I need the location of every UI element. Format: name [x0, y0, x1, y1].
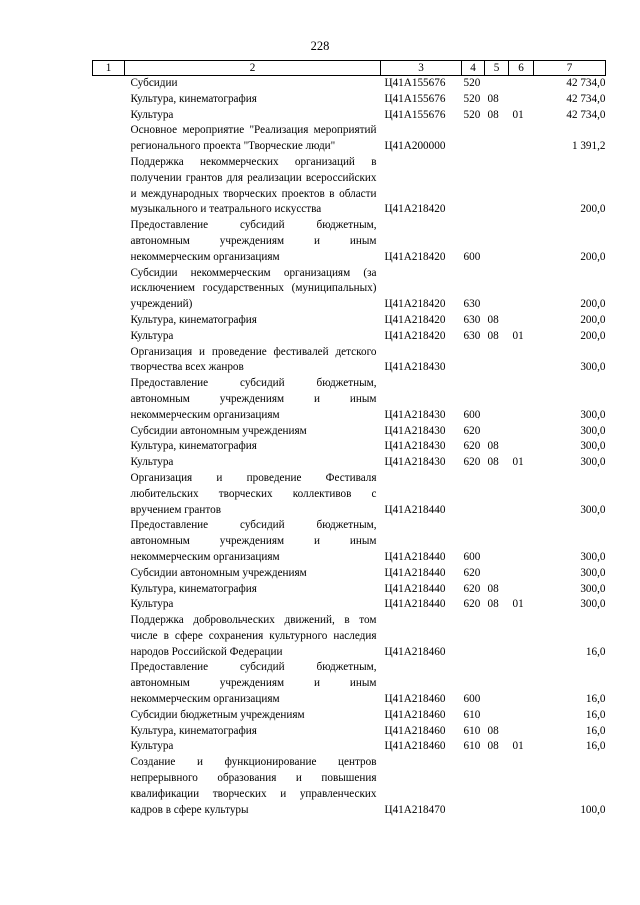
table-row: [93, 266, 606, 313]
row-code-cell: Ц41А218420: [384, 298, 446, 311]
row-name-cell: Культура: [130, 108, 174, 121]
table-row: [93, 376, 606, 423]
table-row: [93, 123, 606, 155]
row-code-cell: Ц41А218460: [384, 693, 446, 706]
table-body: [93, 76, 606, 819]
row-name-cell: Культура, кинематография: [130, 582, 257, 595]
table-row: [93, 582, 606, 598]
row-r-cell: 620: [463, 456, 481, 469]
row-sum-cell: 16,0: [585, 645, 606, 658]
row-name-cell: Организация и проведение Фестиваля любительских творческих коллективов с вручением грантов: [130, 471, 377, 516]
row-pr-cell: [485, 424, 509, 440]
row-sum-cell: 300,0: [580, 361, 606, 374]
row-r-cell: 600: [463, 550, 481, 563]
row-sum-cell: 300,0: [580, 582, 606, 595]
table-row: [93, 313, 606, 329]
row-r-cell: 600: [463, 408, 481, 421]
row-num-cell: [93, 582, 125, 598]
table-row: [93, 218, 606, 265]
row-pr-cell: 08: [487, 740, 499, 753]
row-sum-cell: 100,0: [580, 803, 606, 816]
row-pr-cell: [485, 613, 509, 660]
row-name-cell: Предоставление субсидий бюджетным, автономным учреждениям и иным некоммерческим организациям: [130, 661, 377, 706]
row-sum-cell: 42 734,0: [566, 92, 606, 105]
row-pr-cell: [485, 708, 509, 724]
table-row: [93, 92, 606, 108]
row-sum-cell: 16,0: [585, 693, 606, 706]
page-number: 228: [310, 39, 330, 53]
row-vr-cell: [509, 439, 534, 455]
row-sum-cell: 300,0: [580, 424, 606, 437]
table-row: [93, 439, 606, 455]
row-name-cell: Субсидии бюджетным учреждениям: [130, 708, 305, 721]
row-code-cell: Ц41А218440: [384, 598, 446, 611]
table-row: [93, 108, 606, 124]
header-col-6: 6: [509, 61, 534, 76]
row-sum-cell: 200,0: [580, 329, 606, 342]
table-row: [93, 424, 606, 440]
row-num-cell: [93, 76, 125, 92]
row-sum-cell: 300,0: [580, 566, 606, 579]
row-num-cell: [93, 518, 125, 565]
row-vr-cell: [509, 76, 534, 92]
row-r-cell: [462, 345, 485, 377]
row-vr-cell: [509, 123, 534, 155]
row-vr-cell: [509, 582, 534, 598]
table-row: [93, 660, 606, 707]
row-num-cell: [93, 376, 125, 423]
row-code-cell: Ц41А218440: [384, 566, 446, 579]
row-pr-cell: [485, 376, 509, 423]
row-sum-cell: 200,0: [580, 298, 606, 311]
row-r-cell: 630: [463, 313, 481, 326]
row-pr-cell: [485, 345, 509, 377]
row-name-cell: Субсидии: [130, 77, 178, 89]
row-vr-cell: [509, 708, 534, 724]
row-name-cell: Культура: [130, 598, 174, 611]
row-vr-cell: [509, 660, 534, 707]
row-name-cell: Культура, кинематография: [130, 313, 257, 326]
row-vr-cell: [509, 424, 534, 440]
row-num-cell: [93, 471, 125, 518]
row-num-cell: [93, 92, 125, 108]
table-row: [93, 708, 606, 724]
row-pr-cell: 08: [487, 456, 499, 469]
row-pr-cell: 08: [487, 724, 499, 737]
row-r-cell: [462, 123, 485, 155]
row-pr-cell: 08: [487, 92, 499, 105]
row-num-cell: [93, 755, 125, 818]
row-num-cell: [93, 613, 125, 660]
row-code-cell: Ц41А200000: [384, 140, 446, 153]
row-num-cell: [93, 724, 125, 740]
row-pr-cell: [485, 471, 509, 518]
row-code-cell: Ц41А218460: [384, 708, 446, 721]
row-pr-cell: 08: [487, 108, 499, 121]
row-code-cell: Ц41А218420: [384, 329, 446, 342]
row-code-cell: Ц41А218440: [384, 582, 446, 595]
table-row: [93, 597, 606, 613]
row-code-cell: Ц41А218420: [384, 250, 446, 263]
row-sum-cell: 16,0: [585, 724, 606, 737]
row-vr-cell: [509, 313, 534, 329]
row-vr-cell: [509, 218, 534, 265]
row-num-cell: [93, 739, 125, 755]
table-row: [93, 471, 606, 518]
row-vr-cell: [509, 566, 534, 582]
row-num-cell: [93, 566, 125, 582]
row-vr-cell: [509, 518, 534, 565]
header-row: [93, 61, 606, 76]
table-row: [93, 566, 606, 582]
row-pr-cell: 08: [487, 582, 499, 595]
row-pr-cell: 08: [487, 329, 499, 342]
table-row: [93, 739, 606, 755]
table-row: [93, 76, 606, 92]
row-name-cell: Культура: [130, 456, 174, 469]
row-code-cell: Ц41А155676: [384, 92, 446, 105]
row-name-cell: Культура, кинематография: [130, 92, 257, 105]
row-vr-cell: [509, 345, 534, 377]
row-r-cell: [462, 155, 485, 218]
row-num-cell: [93, 708, 125, 724]
header-col-7: 7: [534, 61, 606, 76]
row-pr-cell: [485, 518, 509, 565]
row-r-cell: 620: [463, 440, 481, 453]
row-r-cell: 610: [463, 740, 481, 753]
row-name-cell: Поддержка некоммерческих организаций в получении грантов для реализации всероссийских и международных творческих проектов в области музыкального и театрального искусства: [130, 155, 377, 216]
row-vr-cell: 01: [512, 740, 524, 753]
row-code-cell: Ц41А218430: [384, 456, 446, 469]
table-row: [93, 345, 606, 377]
row-pr-cell: 08: [487, 313, 499, 326]
table-row: [93, 455, 606, 471]
row-sum-cell: 42 734,0: [566, 77, 606, 89]
row-r-cell: 610: [463, 724, 481, 737]
row-name-cell: Предоставление субсидий бюджетным, автономным учреждениям и иным некоммерческим организациям: [130, 219, 377, 263]
row-vr-cell: [509, 613, 534, 660]
row-num-cell: [93, 660, 125, 707]
row-name-cell: Культура, кинематография: [130, 724, 257, 737]
row-sum-cell: 200,0: [580, 203, 606, 216]
row-vr-cell: [509, 755, 534, 818]
row-pr-cell: [485, 566, 509, 582]
row-code-cell: Ц41А218440: [384, 503, 446, 516]
row-vr-cell: 01: [512, 456, 524, 469]
row-code-cell: Ц41А218430: [384, 408, 446, 421]
row-pr-cell: [485, 755, 509, 818]
row-sum-cell: 1 391,2: [571, 140, 606, 153]
row-pr-cell: [485, 660, 509, 707]
table-header: [93, 61, 606, 76]
row-sum-cell: 300,0: [580, 598, 606, 611]
row-code-cell: Ц41А218430: [384, 440, 446, 453]
row-code-cell: Ц41А218460: [384, 724, 446, 737]
table-row: [93, 518, 606, 565]
row-name-cell: Культура, кинематография: [130, 440, 257, 453]
row-name-cell: Поддержка добровольческих движений, в том числе в сфере сохранения культурного наследия народов Российской Федерации: [130, 614, 377, 658]
row-name-cell: Субсидии автономным учреждениям: [130, 566, 307, 579]
row-code-cell: Ц41А218470: [384, 803, 446, 816]
row-num-cell: [93, 313, 125, 329]
row-num-cell: [93, 329, 125, 345]
row-num-cell: [93, 439, 125, 455]
row-code-cell: Ц41А155676: [384, 108, 446, 121]
row-name-cell: Предоставление субсидий бюджетным, автономным учреждениям и иным некоммерческим организациям: [130, 377, 377, 421]
row-r-cell: 620: [463, 424, 481, 437]
row-code-cell: Ц41А218460: [384, 645, 446, 658]
row-name-cell: Культура: [130, 740, 174, 753]
row-vr-cell: 01: [512, 598, 524, 611]
row-sum-cell: 16,0: [585, 708, 606, 721]
row-sum-cell: 200,0: [580, 250, 606, 263]
row-vr-cell: [509, 92, 534, 108]
row-sum-cell: 16,0: [585, 740, 606, 753]
row-sum-cell: 200,0: [580, 313, 606, 326]
row-r-cell: 600: [463, 250, 481, 263]
row-r-cell: 620: [463, 566, 481, 579]
row-sum-cell: 42 734,0: [566, 108, 606, 121]
row-r-cell: [462, 613, 485, 660]
row-name-cell: Основное мероприятие "Реализация мероприятий регионального проекта "Творческие люди": [130, 124, 377, 153]
row-r-cell: 600: [463, 693, 481, 706]
row-vr-cell: 01: [512, 329, 524, 342]
row-num-cell: [93, 597, 125, 613]
row-code-cell: Ц41А218430: [384, 424, 446, 437]
row-r-cell: 520: [463, 92, 481, 105]
row-vr-cell: [509, 155, 534, 218]
header-col-4: 4: [462, 61, 485, 76]
header-col-2: 2: [125, 61, 381, 76]
row-sum-cell: 300,0: [580, 440, 606, 453]
row-code-cell: Ц41А155676: [384, 77, 446, 89]
header-col-3: 3: [381, 61, 462, 76]
row-sum-cell: 300,0: [580, 550, 606, 563]
header-col-5: 5: [485, 61, 509, 76]
row-name-cell: Предоставление субсидий бюджетным, автономным учреждениям и иным некоммерческим организациям: [130, 519, 377, 563]
row-num-cell: [93, 345, 125, 377]
row-num-cell: [93, 155, 125, 218]
row-pr-cell: [485, 76, 509, 92]
row-r-cell: 520: [463, 108, 481, 121]
row-vr-cell: [509, 266, 534, 313]
row-code-cell: Ц41А218420: [384, 203, 446, 216]
row-code-cell: Ц41А218440: [384, 550, 446, 563]
row-pr-cell: [485, 218, 509, 265]
row-pr-cell: [485, 155, 509, 218]
row-num-cell: [93, 108, 125, 124]
row-name-cell: Культура: [130, 329, 174, 342]
header-col-1: 1: [93, 61, 125, 76]
row-name-cell: Субсидии некоммерческим организациям (за исключением государственных (муниципальных) учреждений): [130, 266, 377, 311]
row-r-cell: 620: [463, 582, 481, 595]
row-num-cell: [93, 266, 125, 313]
row-num-cell: [93, 455, 125, 471]
row-r-cell: 630: [463, 298, 481, 311]
row-code-cell: Ц41А218420: [384, 313, 446, 326]
row-vr-cell: 01: [512, 108, 524, 121]
budget-table: [92, 60, 606, 818]
table-row: [93, 755, 606, 818]
row-pr-cell: [485, 266, 509, 313]
row-num-cell: [93, 424, 125, 440]
row-num-cell: [93, 218, 125, 265]
row-name-cell: Организация и проведение фестивалей детского творчества всех жанров: [130, 345, 377, 374]
row-vr-cell: [509, 376, 534, 423]
table-row: [93, 724, 606, 740]
row-num-cell: [93, 123, 125, 155]
row-pr-cell: 08: [487, 598, 499, 611]
row-name-cell: Создание и функционирование центров непрерывного образования и повышения квалификации творческих и управленческих кадров в сфере культуры: [130, 756, 377, 816]
row-r-cell: [462, 755, 485, 818]
row-r-cell: 520: [463, 77, 481, 89]
table-row: [93, 613, 606, 660]
row-r-cell: [462, 471, 485, 518]
row-pr-cell: [485, 123, 509, 155]
row-sum-cell: 300,0: [580, 456, 606, 469]
row-r-cell: 620: [463, 598, 481, 611]
row-r-cell: 630: [463, 329, 481, 342]
table-row: [93, 155, 606, 218]
row-r-cell: 610: [463, 708, 481, 721]
row-vr-cell: [509, 724, 534, 740]
row-pr-cell: 08: [487, 440, 499, 453]
row-code-cell: Ц41А218460: [384, 740, 446, 753]
row-name-cell: Субсидии автономным учреждениям: [130, 424, 307, 437]
row-sum-cell: 300,0: [580, 503, 606, 516]
row-sum-cell: 300,0: [580, 408, 606, 421]
row-code-cell: Ц41А218430: [384, 361, 446, 374]
table-row: [93, 329, 606, 345]
row-vr-cell: [509, 471, 534, 518]
